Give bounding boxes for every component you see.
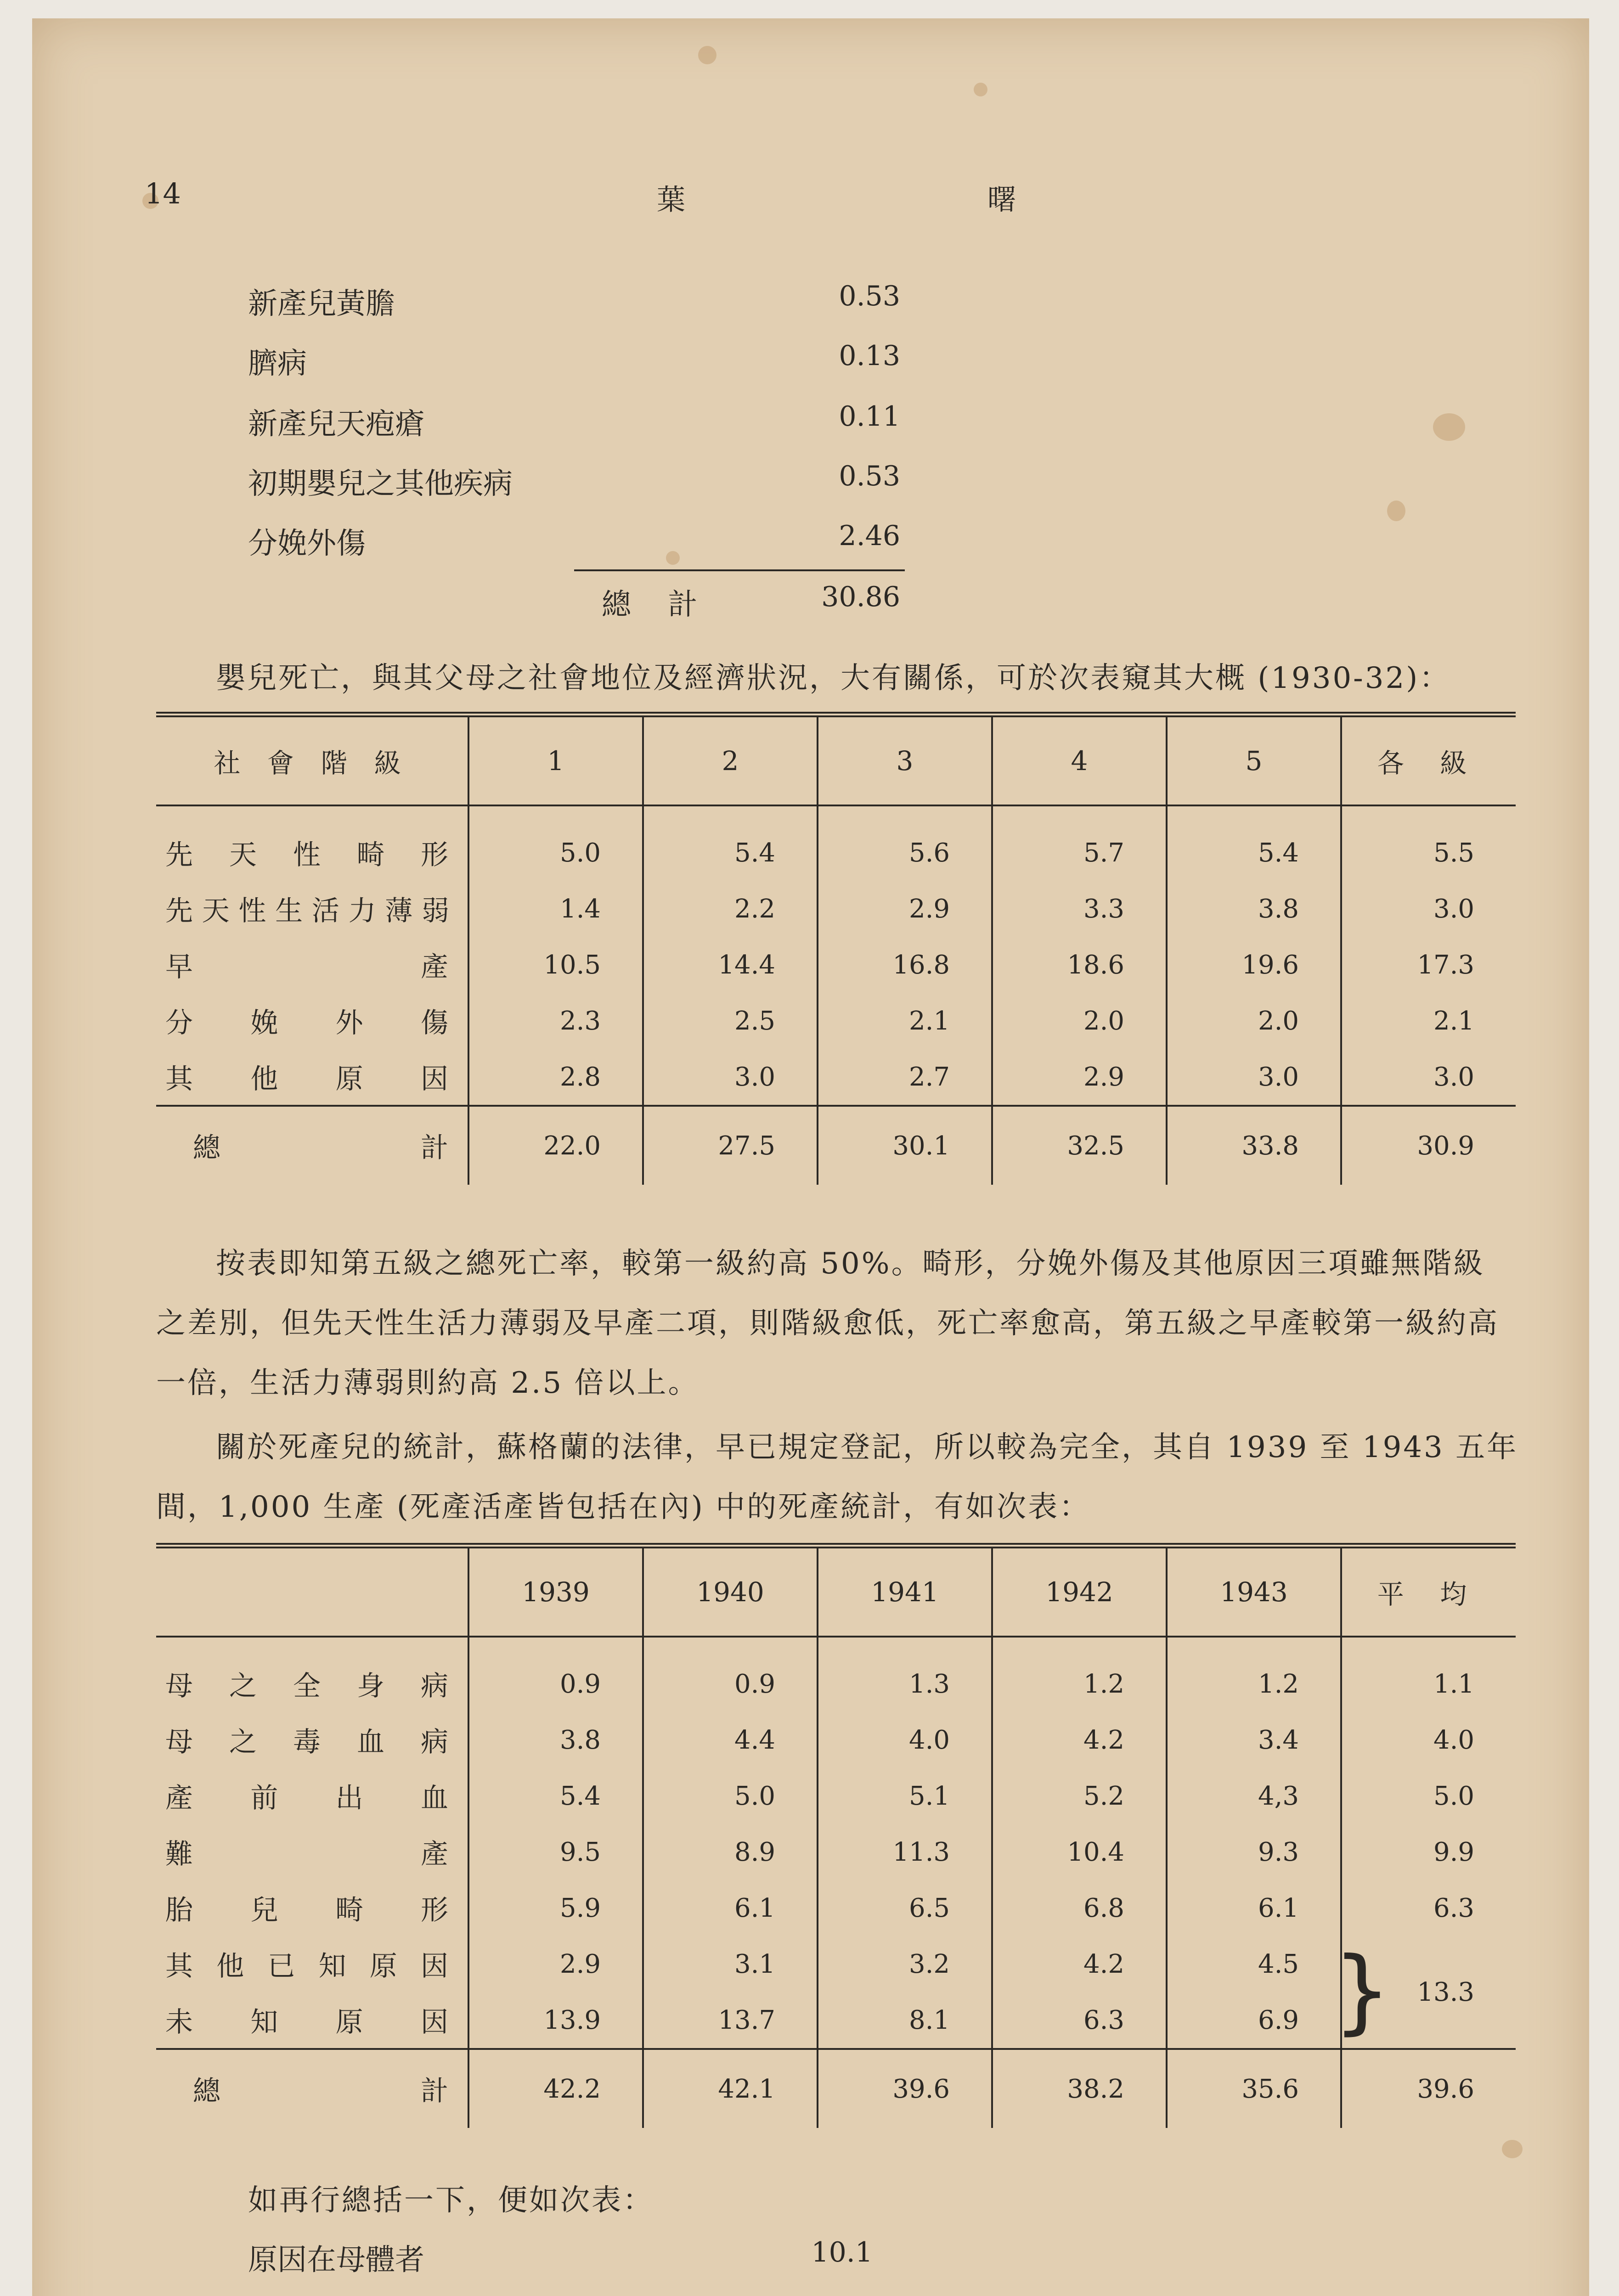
row-label: 早產 (165, 951, 449, 983)
table-cell: 17.3 (1341, 937, 1516, 993)
list-label: 臍病 (248, 347, 307, 381)
row-label: 其他原因 (165, 1063, 449, 1095)
paragraph-line: 之差別，但先天性生活力薄弱及早產二項，則階級愈低，死亡率愈高，第五級之早產較第一級約高 (156, 1306, 1499, 1340)
running-title-left: 葉 (657, 183, 686, 216)
table-cell: 1.3 (818, 1637, 992, 1712)
table-header-row (156, 715, 1516, 805)
table-cell: 27.5 (643, 1106, 818, 1185)
table-cell: 2.0 (992, 993, 1167, 1049)
row-label: 分娩外傷 (165, 1007, 449, 1039)
sum-rule (574, 569, 905, 571)
table-cell: 6.5 (818, 1880, 992, 1936)
table-total-row (156, 2049, 1516, 2128)
paper-stain (1433, 413, 1465, 441)
table-cell: 30.9 (1341, 1106, 1516, 1185)
brace-glyph: } (1333, 1937, 1392, 2044)
table-row (156, 1637, 1516, 1712)
paper-stain (1387, 501, 1405, 521)
table-row (156, 805, 1516, 881)
table-header-cell: 5 (1167, 715, 1341, 805)
table-cell: 5.0 (643, 1768, 818, 1824)
table-cell: 10.4 (992, 1824, 1167, 1880)
table-cell: 3.3 (992, 881, 1167, 937)
merged-average-cell (1333, 1936, 1516, 2049)
table-cell: 0.9 (643, 1637, 818, 1712)
table-row (156, 1049, 1516, 1106)
table-cell: 9.3 (1167, 1824, 1341, 1880)
table-cell: 13.9 (468, 1992, 643, 2049)
list-label: 初期嬰兒之其他疾病 (248, 467, 513, 501)
list-label: 新產兒黃膽 (248, 287, 395, 321)
table-cell: 6.3 (992, 1992, 1167, 2049)
stillbirth-table (156, 1543, 1516, 2128)
table-cell: 33.8 (1167, 1106, 1341, 1185)
table-cell: 4.2 (992, 1712, 1167, 1768)
table-cell: 6.9 (1167, 1992, 1341, 2049)
list-value: 0.13 (839, 340, 900, 372)
table-header-cell: 4 (992, 715, 1167, 805)
list-value: 0.53 (839, 280, 900, 312)
table-header-cell (156, 1546, 468, 1637)
row-label: 未知原因 (165, 2006, 449, 2038)
table-cell: 11.3 (818, 1824, 992, 1880)
table-cell: 2.7 (818, 1049, 992, 1106)
table-cell: 13.7 (643, 1992, 818, 2049)
table-cell: 3.0 (1341, 1049, 1516, 1106)
paragraph-summary: 如再行總括一下，便如次表： (248, 2183, 654, 2217)
table-cell: 3.0 (643, 1049, 818, 1106)
table-cell: 5.5 (1341, 805, 1516, 881)
table-cell: 14.4 (643, 937, 818, 993)
table-cell: 3.1 (643, 1936, 818, 1992)
table-cell: 9.9 (1341, 1824, 1516, 1880)
table-cell: 5.7 (992, 805, 1167, 881)
table-cell: 2.5 (643, 993, 818, 1049)
paper-stain (974, 83, 987, 96)
table-cell: 3.0 (1167, 1049, 1341, 1106)
running-title-right: 曙 (987, 183, 1016, 216)
table-row (156, 1712, 1516, 1768)
table-header-cell: 平 均 (1341, 1546, 1516, 1637)
table-cell: 2.1 (818, 993, 992, 1049)
table-header-cell: 1943 (1167, 1546, 1341, 1637)
table-header-cell: 2 (643, 715, 818, 805)
table-cell: 16.8 (818, 937, 992, 993)
table-header-row (156, 1546, 1516, 1637)
table-row (156, 937, 1516, 993)
table-cell: 22.0 (468, 1106, 643, 1185)
table-cell: 39.6 (818, 2049, 992, 2128)
table-cell: 3.2 (818, 1936, 992, 1992)
paragraph-line: 關於死產兒的統計，蘇格蘭的法律，早已規定登記，所以較為完全，其自 1939 至 1943 五年 (216, 1430, 1518, 1464)
table-header-cell: 社 會 階 級 (156, 715, 468, 805)
paper-stain (698, 46, 716, 64)
table-cell: 38.2 (992, 2049, 1167, 2128)
table-cell: 9.5 (468, 1824, 643, 1880)
table-cell: 5.4 (1167, 805, 1341, 881)
row-label: 先天性生活力薄弱 (165, 895, 449, 927)
table-cell: 42.1 (643, 2049, 818, 2128)
table-cell: 2.9 (468, 1936, 643, 1992)
table-cell: 6.3 (1341, 1880, 1516, 1936)
table-cell: 8.9 (643, 1824, 818, 1880)
table-cell: 3.8 (468, 1712, 643, 1768)
row-label: 母之毒血病 (165, 1726, 449, 1758)
table-total-row (156, 1106, 1516, 1185)
table-header-cell: 3 (818, 715, 992, 805)
table-cell: 1.2 (1167, 1637, 1341, 1712)
paragraph-line: 按表即知第五級之總死亡率，較第一級約高 50%。畸形，分娩外傷及其他原因三項雖無階級 (216, 1247, 1485, 1281)
table-cell: 2.3 (468, 993, 643, 1049)
list-value: 0.53 (839, 460, 900, 492)
row-label: 總 計 (156, 1106, 468, 1185)
list-value: 0.11 (839, 400, 900, 433)
table-cell: 5.0 (468, 805, 643, 881)
table-header-cell: 1 (468, 715, 643, 805)
table-cell: 8.1 (818, 1992, 992, 2049)
list-total-value: 30.86 (821, 581, 900, 613)
table-cell: 2.9 (818, 881, 992, 937)
table-cell: 2.1 (1341, 993, 1516, 1049)
table-cell: 1.4 (468, 881, 643, 937)
table-cell: 6.1 (643, 1880, 818, 1936)
table-cell: 18.6 (992, 937, 1167, 993)
table-cell: 4.5 (1167, 1936, 1341, 1992)
table-cell: 4.4 (643, 1712, 818, 1768)
table-cell: 4.0 (1341, 1712, 1516, 1768)
table-header-cell: 1940 (643, 1546, 818, 1637)
row-label: 難產 (165, 1838, 449, 1870)
paper-stain (666, 551, 680, 565)
table-cell: 5.9 (468, 1880, 643, 1936)
table-cell: 4.2 (992, 1936, 1167, 1992)
list-value: 2.46 (839, 520, 900, 552)
table-cell: 4,3 (1167, 1768, 1341, 1824)
table-cell: 2.2 (643, 881, 818, 937)
social-class-table (156, 712, 1516, 1185)
table-cell: 2.9 (992, 1049, 1167, 1106)
row-label: 母之全身病 (165, 1670, 449, 1702)
table-row (156, 1992, 1516, 2049)
table-cell: 0.9 (468, 1637, 643, 1712)
table-cell: 5.1 (818, 1768, 992, 1824)
list-label: 分娩外傷 (248, 527, 366, 561)
table-header-cell: 1942 (992, 1546, 1167, 1637)
table-cell: 3.0 (1341, 881, 1516, 937)
table-cell: 5.0 (1341, 1768, 1516, 1824)
table-header-cell: 1941 (818, 1546, 992, 1637)
table-cell: 1.2 (992, 1637, 1167, 1712)
table-cell: 5.4 (643, 805, 818, 881)
table-cell: 2.8 (468, 1049, 643, 1106)
table-row (156, 1880, 1516, 1936)
table-row (156, 1824, 1516, 1880)
table-cell: 32.5 (992, 1106, 1167, 1185)
table-cell: 19.6 (1167, 937, 1341, 993)
table-cell: 3.8 (1167, 881, 1341, 937)
page-number: 14 (145, 177, 181, 210)
table-row (156, 881, 1516, 937)
table-cell: 3.4 (1167, 1712, 1341, 1768)
table-cell: 10.5 (468, 937, 643, 993)
table-header-cell: 1939 (468, 1546, 643, 1637)
paragraph-line: 一倍，生活力薄弱則約高 2.5 倍以上。 (156, 1366, 699, 1400)
table-cell: 35.6 (1167, 2049, 1341, 2128)
row-label: 總 計 (156, 2049, 468, 2128)
list-label: 原因在母體者 (248, 2243, 424, 2277)
row-label: 產前出血 (165, 1782, 449, 1814)
row-label: 胎兒畸形 (165, 1894, 449, 1926)
table-cell: 13.3 (1417, 1977, 1474, 2007)
table-cell: 5.6 (818, 805, 992, 881)
book-page (32, 18, 1589, 2296)
table-cell: 30.1 (818, 1106, 992, 1185)
paper-stain (1502, 2140, 1523, 2158)
table-cell: 6.1 (1167, 1880, 1341, 1936)
paragraph-intro: 嬰兒死亡，與其父母之社會地位及經濟狀況，大有關係，可於次表窺其大概 (1930-32)： (216, 661, 1451, 695)
table-cell: 5.4 (468, 1768, 643, 1824)
table-row (156, 1936, 1516, 1992)
list-value: 10.1 (811, 2236, 873, 2268)
table-cell: 1.1 (1341, 1637, 1516, 1712)
table-cell: 2.0 (1167, 993, 1341, 1049)
paragraph-line: 間，1,000 生產 (死產活產皆包括在內) 中的死產統計，有如次表： (156, 1490, 1091, 1524)
table-row (156, 1768, 1516, 1824)
table-cell: 42.2 (468, 2049, 643, 2128)
table-header-cell: 各 級 (1341, 715, 1516, 805)
row-label: 先天性畸形 (165, 839, 449, 871)
list-total-label: 總 計 (602, 588, 711, 622)
row-label: 其他已知原因 (165, 1950, 449, 1982)
table-cell: 4.0 (818, 1712, 992, 1768)
table-cell: 6.8 (992, 1880, 1167, 1936)
table-cell: 39.6 (1341, 2049, 1516, 2128)
list-label: 新產兒天疱瘡 (248, 407, 424, 441)
table-cell: 5.2 (992, 1768, 1167, 1824)
table-row (156, 993, 1516, 1049)
